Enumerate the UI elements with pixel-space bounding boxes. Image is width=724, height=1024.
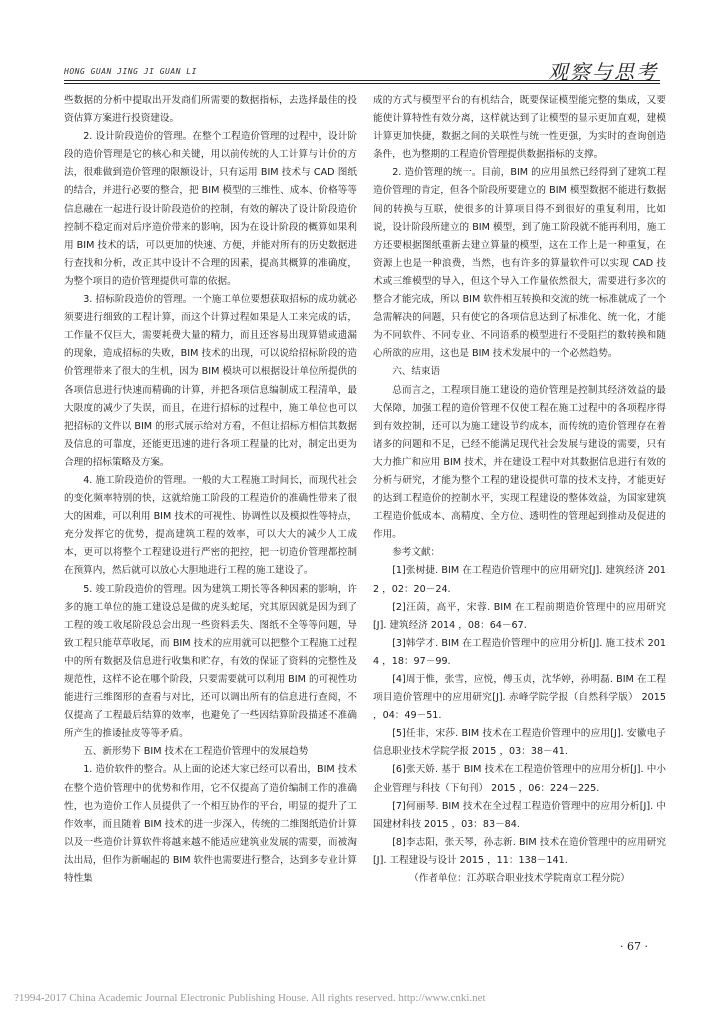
header-rule <box>64 80 660 81</box>
copyright-footer: ?1994-2017 China Academic Journal Electronic Publishing House. All rights reserved. http://www.cnki.net <box>14 992 486 1004</box>
author-affiliation: （作者单位：江苏联合职业技术学院南京工程分院） <box>409 873 630 885</box>
reference-item: [3]韩学才. BIM 在工程造价管理中的应用分析[J]. 施工技术 2014 ，18：97－99. <box>373 637 666 667</box>
body-paragraph: 些数据的分析中提取出开发商们所需要的数据指标，去选择最佳的投资估算方案进行投资建设。 <box>64 95 357 125</box>
running-title: HONG GUAN JING JI GUAN LI <box>64 67 197 76</box>
body-paragraph: 4. 施工阶段造价的管理。一般的大工程施工时间长，而现代社会的变化频率特别的快，这就给施工阶段的工程造价的准确性带来了很大的困难，可以利用 BIM 技术的可视性、协调性以及模拟性等特点，充分发挥它的优势，提高建筑工程的效率，可以大大的减少人工成本，更可以将整个工程建设进行严密的把控，把一切造价管理都控制在预算内，然后就可以放心大胆地进行工程的施工建设了。 <box>64 474 357 577</box>
reference-item: [7]何丽琴. BIM 技术在全过程工程造价管理中的应用分析[J]. 中国建材科技 2015 ，03：83－84. <box>373 800 666 830</box>
right-column <box>373 92 666 888</box>
section-heading: 六、结束语 <box>392 366 441 378</box>
body-paragraph: 5. 竣工阶段造价的管理。因为建筑工期长等各种因素的影响，许多的施工单位的施工建设总是做的虎头蛇尾，究其原因就是因为到了工程的竣工收尾阶段总会出现一些资料丢失、图纸不全等等问题，导致工程只能草草收尾，而 BIM 技术的应用就可以把整个工程施工过程中的所有数据及信息进行收集和贮存，有效的保证了资料的完整性及规范性，这样不论在哪个阶段，只要需要就可以利用 BIM 的可视性功能进行三维图形的查看与对比，还可以调出所有的信息进行查阅，不仅提高了工程最后结算的效率，也避免了一些因结算阶段描述不准确所产生的推诿扯皮等等矛盾。 <box>64 583 357 740</box>
section-heading: 参考文献： <box>392 547 441 559</box>
reference-item: [8]李志阳，张天琴，孙志新. BIM 技术在造价管理中的应用研究[J]. 工程建设与设计 2015 ，11：138－141. <box>373 836 666 866</box>
body-paragraph: 成的方式与模型平台的有机结合，既要保证模型能完整的集成，又要能使计算特性有效分离，这样就达到了让模型的显示更加直观，建模计算更加快捷，数据之间的关联性与统一性更强，为实时的查询创造条件，也为整期的工程造价管理提供数据指标的支撑。 <box>373 95 666 161</box>
body-paragraph: 3. 招标阶段造价的管理。一个施工单位要想获取招标的成功就必须要进行细致的工程计算，而这个计算过程如果是人工来完成的话，工作量不仅巨大，需要耗费大量的精力，而且还容易出现算错或遗漏的现象，造成招标的失败，BIM 技术的出现，可以说给招标阶段的造价管理带来了很大的生机，因为 BIM 模块可以根据设计单位所提供的各项信息进行快速而精确的计算，并把各项信息编制成工程清单，最大限度的减少了失误，而且，在进行招标的过程中，施工单位也可以把招标的文件以 BIM 的形式展示给对方看，不但让招标方相信其数据及信息的可靠度，还能更迅速的进行各项工程量的比对，制定出更为合理的招标策略及方案。 <box>64 294 357 468</box>
reference-item: [6]张天娇. 基于 BIM 技术在工程造价管理中的应用分析[J]. 中小企业管理与科技（下旬刊） 2015 ，06：224－225. <box>373 764 666 794</box>
reference-item: [5]任非，宋莎. BIM 技术在工程造价管理中的应用[J]. 安徽电子信息职业技术学院学报 2015 ，03：38－41. <box>373 728 666 758</box>
page-number: · 67 · <box>620 940 648 953</box>
body-paragraph: 1. 造价软件的整合。从上面的论述大家已经可以看出，BIM 技术在整个造价管理中的优势和作用，它不仅提高了造价编制工作的准确性，也为造价工作人员提供了一个相互协作的平台，明显的提升了工作效率，而且随着 BIM 技术的进一步深入，传统的二维图纸造价计算以及一些造价计算软件将越来越不能适应建筑业发展的需要，而被淘汰出局，但作为新崛起的 BIM 软件也需要进行整合，达到多专业计算特性集 <box>64 764 357 885</box>
reference-item: [2]汪茵，高平，宋蓉. BIM 在工程前期造价管理中的应用研究[J]. 建筑经济 2014 ，08：64－67. <box>373 601 666 631</box>
section-title: 观察与思考 <box>548 60 658 84</box>
reference-item: [1]张树捷. BIM 在工程造价管理中的应用研究[J]. 建筑经济 2012 ，02：20－24. <box>373 565 666 595</box>
reference-item: [4]周于惟，张雪，应悦，傅玉贞，沈华婷，孙明磊. BIM 在工程项目造价管理中的应用研究[J]. 赤峰学院学报（自然科学版） 2015 ，04：49－51. <box>373 674 666 722</box>
header-rule-thin <box>64 83 660 84</box>
body-paragraph: 2. 设计阶段造价的管理。在整个工程造价管理的过程中，设计阶段的造价管理是它的核心和关键，用以前传统的人工计算与计价的方法，很难做到造价管理的限额设计，只有运用 BIM 技术与 CAD 图纸的结合，并进行必要的整合，把 BIM 模型的三维性、成本、价格等等信息融在一起进行设计阶段造价的控制，有效的解决了设计阶段造价控制不稳定而对后序造价带来的影响，因为在设计阶段的概算如果利用 BIM 技术的话，可以更加的快速、方便，并能对所有的历史数据进行查找和分析，改正其中设计不合理的因素，提高其概算的准确度，为整个项目的造价管理提供可靠的依据。 <box>64 131 357 287</box>
section-heading: 五、新形势下 BIM 技术在工程造价管理中的发展趋势 <box>83 746 309 758</box>
left-column <box>64 92 357 888</box>
body-paragraph: 2. 造价管理的统一。目前，BIM 的应用虽然已经得到了建筑工程造价管理的肯定，但各个阶段所要建立的 BIM 模型数据不能进行数据间的转换与互联，使很多的计算项目得不到很好的重复利用，比如说，设计阶段所建立的 BIM 模型，到了施工阶段就不能再利用，施工方还要根据图纸重新去建立算量的模型，这在工作上是一种重复，在资源上也是一种浪费，当然，也有许多的算量软件可以实现 CAD 技术或三维模型的导入，但这个导入工作量依然很大，需要进行多次的整合才能完成，所以 BIM 软件相互转换和交流的统一标准就成了一个急需解决的问题，只有使它的各项信息达到了标准化、统一化，才能为不同软件、不同专业、不同语系的模型进行不受阻拦的数转换和随心所欲的应用，这也是 BIM 技术发展中的一个必然趋势。 <box>373 167 666 360</box>
body-paragraph: 总而言之，工程项目施工建设的造价管理是控制其经济效益的最大保障，加强工程的造价管理不仅使工程在施工过程中的各项程序得到有效控制，还可以为施工建设节约成本，而传统的造价管理存在着诸多的问题和不足，已经不能满足现代社会发展与建设的需要，只有大力推广和应用 BIM 技术，并在建设工程中对其数据信息进行有效的分析与研究，才能为整个工程的建设提供可靠的技术支持，才能更好的达到工程造价的控制水平，实现工程建设的整体效益，为国家建筑工程造价低成本、高精度、全方位、透明性的管理起到推动及促进的作用。 <box>373 384 666 541</box>
